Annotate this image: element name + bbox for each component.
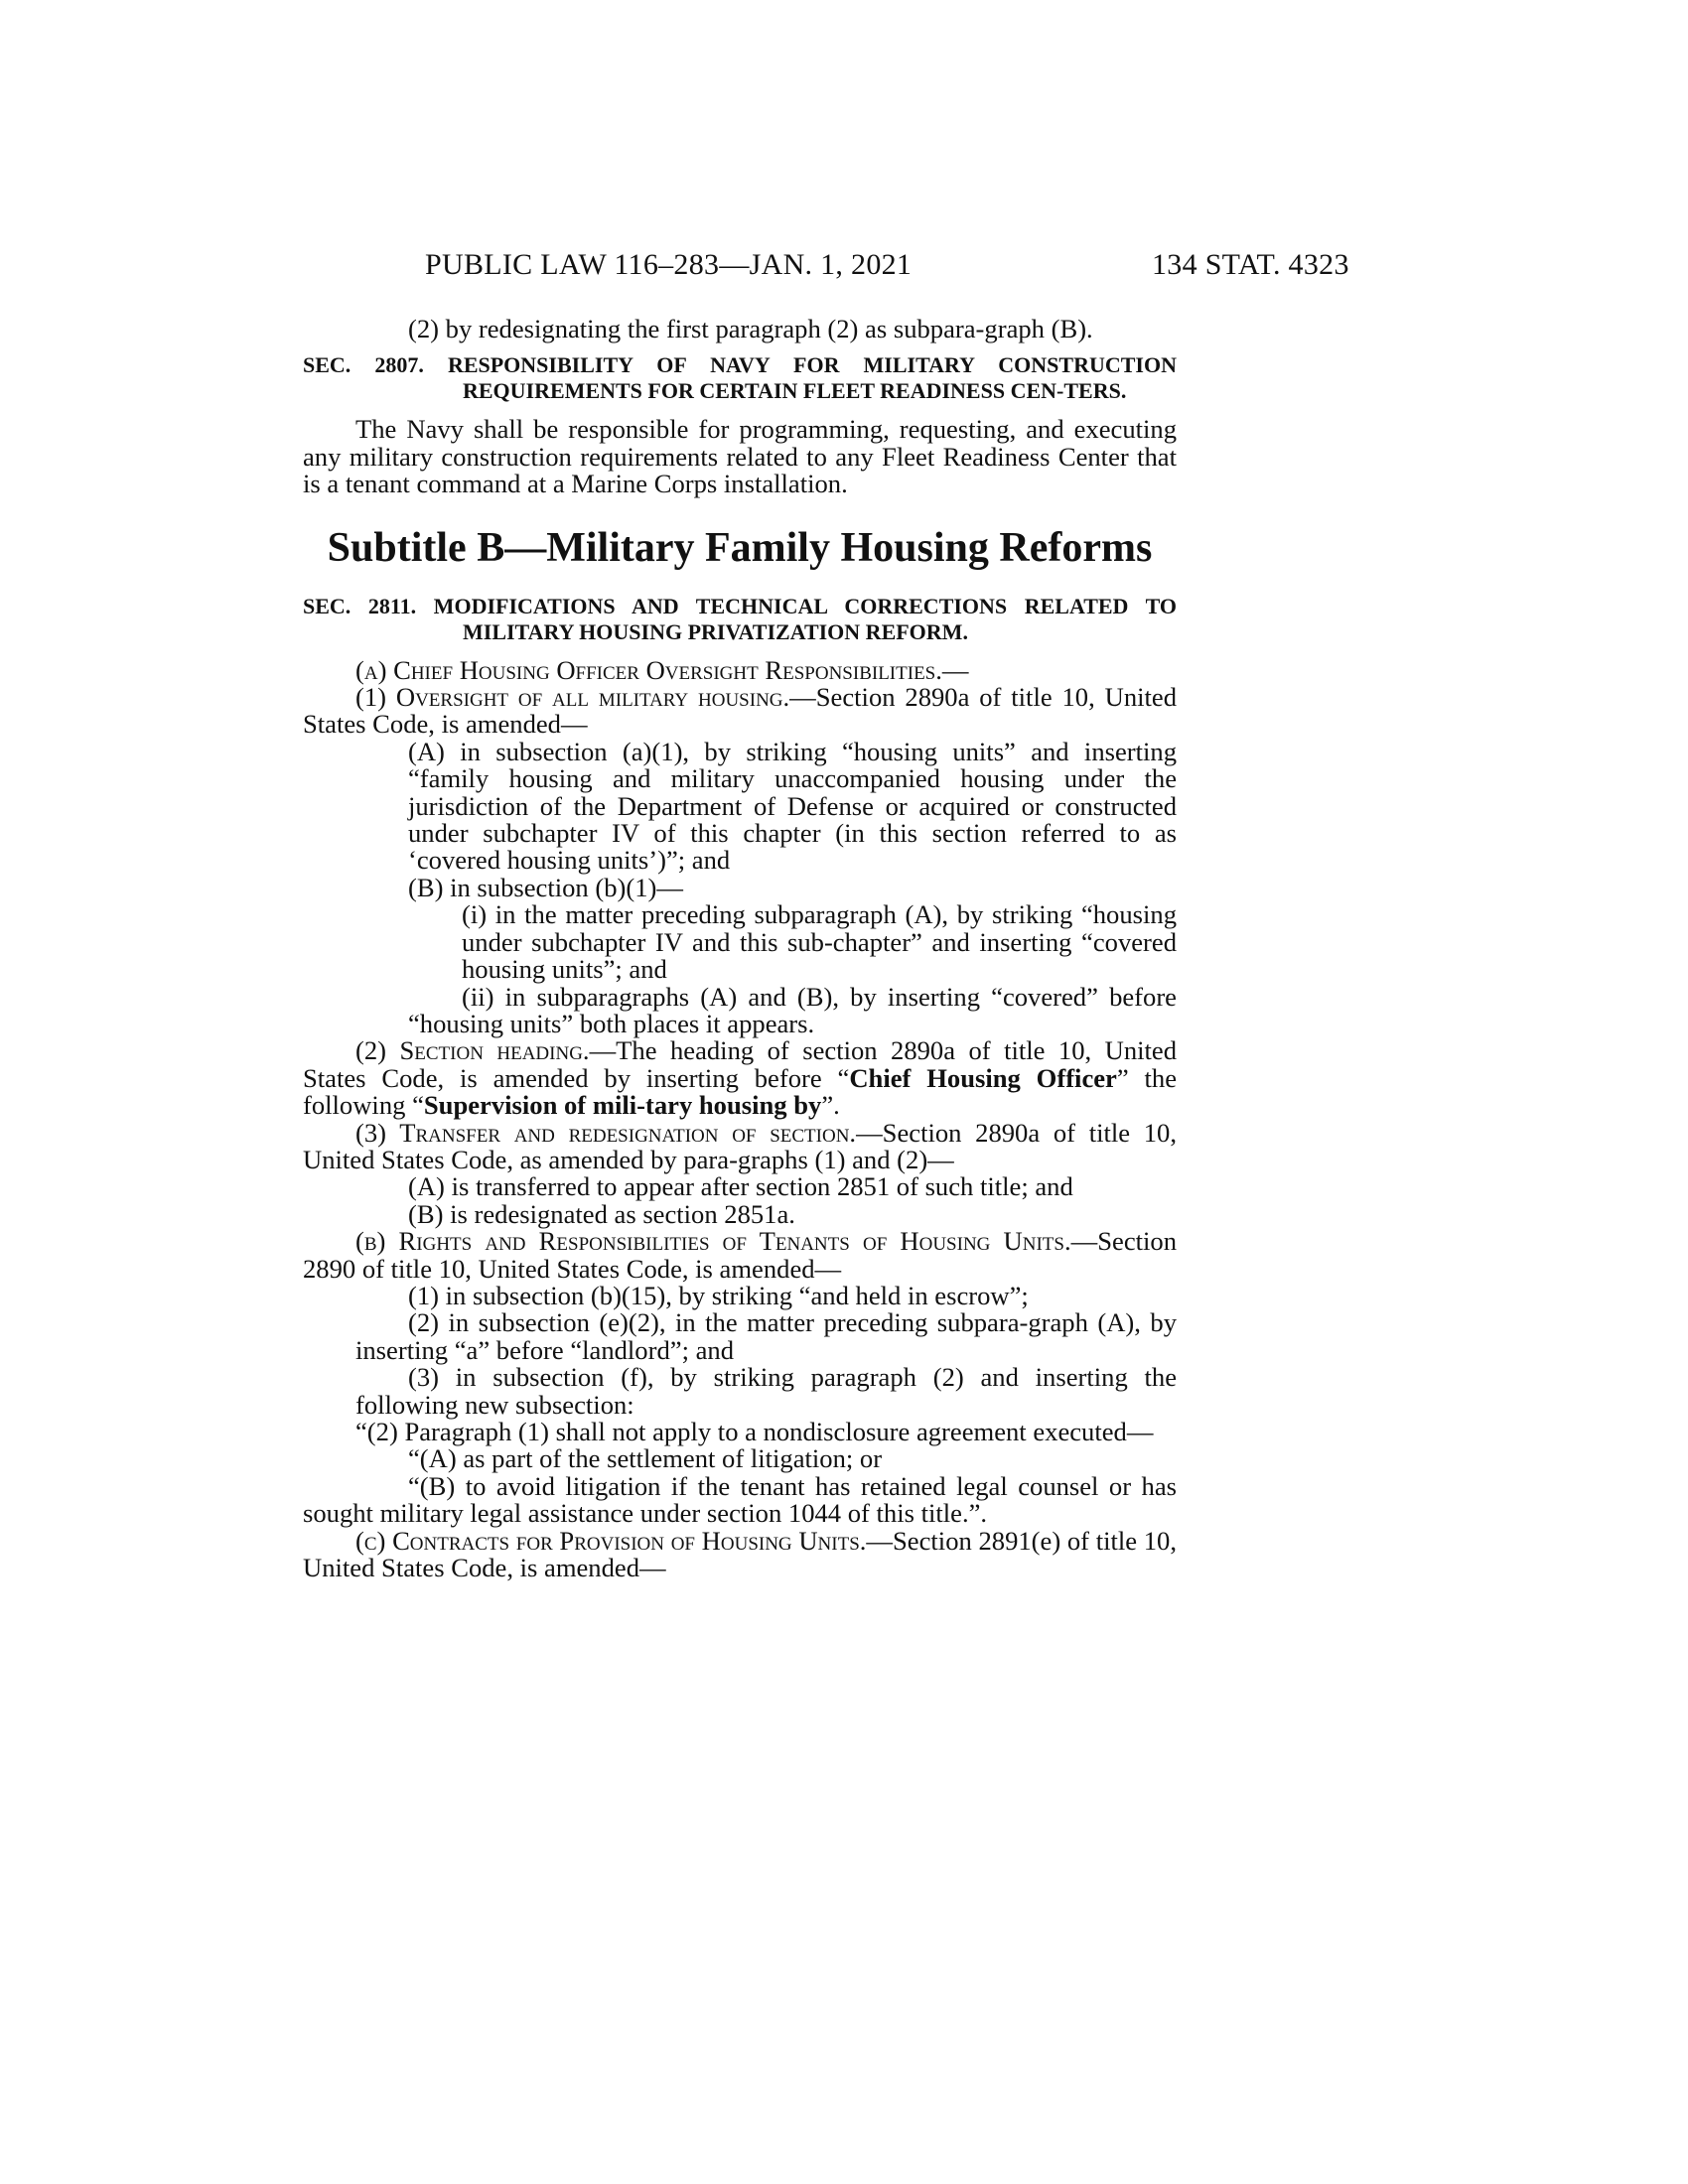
paragraph-text: —Section 2890 of title 10, United States Code, is amended— bbox=[303, 1226, 1177, 1284]
paragraph-text: ” the following “ bbox=[303, 1062, 1177, 1121]
paragraph-text: ”. bbox=[821, 1090, 840, 1121]
bold-text: Supervision of mili-tary housing by bbox=[423, 1090, 822, 1121]
bold-text: Chief Housing Officer bbox=[849, 1062, 1117, 1093]
paragraph: (2) in subsection (e)(2), in the matter preceding subpara-graph (A), by inserting “a” before “landlord”; and bbox=[355, 1307, 1177, 1365]
paragraph: (1) in subsection (b)(15), by striking “and held in escrow”; bbox=[408, 1280, 1029, 1310]
paragraph: (ii) in subparagraphs (A) and (B), by inserting “covered” before “housing units” both places it appears. bbox=[408, 981, 1177, 1038]
paragraph bbox=[303, 1117, 1177, 1174]
paragraph-lead: (c) Contracts for Provision of Housing Units. bbox=[355, 1525, 867, 1556]
paragraph-text: —Section 2891(e) of title 10, United States Code, is amended— bbox=[303, 1525, 1177, 1583]
paragraph bbox=[303, 1525, 1177, 1583]
paragraph bbox=[303, 1228, 1177, 1283]
paragraph-lead: (b) Rights and Responsibilities of Tenants of Housing Units. bbox=[355, 1226, 1071, 1257]
paragraph: (i) in the matter preceding subparagraph (A), by striking “housing under subchapter IV and this sub-chapter” and inserting “covered housing units”; and bbox=[462, 899, 1177, 985]
paragraph-lead: (2) Section heading. bbox=[355, 1035, 590, 1066]
paragraph-text: —The heading of section 2890a of title 10, United States Code, is amended by inserting before “ bbox=[303, 1035, 1177, 1093]
paragraph: (A) in subsection (a)(1), by striking “housing units” and inserting “family housing and military unaccompanied housing under the jurisdiction of the Department of Defense or acquired or constructed under subchapter IV of this chapter (in this section referred to as ‘covered housing units’)”; and bbox=[408, 736, 1177, 876]
paragraph: The Navy shall be responsible for programming, requesting, and executing any military construction requirements related to any Fleet Readiness Center that is a tenant command at a Marine Corps installation. bbox=[303, 414, 1177, 499]
paragraph: (3) in subsection (f), by striking paragraph (2) and inserting the following new subsection: bbox=[355, 1362, 1177, 1420]
paragraph: (B) is redesignated as section 2851a. bbox=[408, 1198, 795, 1229]
paragraph-text: —Section 2890a of title 10, United States Code, as amended by para-graphs (1) and (2)— bbox=[303, 1117, 1177, 1174]
paragraph: “(2) Paragraph (1) shall not apply to a nondisclosure agreement executed— bbox=[355, 1417, 1154, 1446]
paragraph-text: —Section 2890a of title 10, United States Code, is amended— bbox=[303, 682, 1177, 740]
paragraph bbox=[303, 684, 1177, 739]
subtitle-heading: Subtitle B—Military Family Housing Reforms bbox=[327, 524, 1153, 571]
paragraph: (2) by redesignating the first paragraph (2) as subpara-graph (B). bbox=[408, 314, 1093, 343]
subsection-heading: (a) Chief Housing Officer Oversight Responsibilities.— bbox=[355, 654, 969, 685]
paragraph-lead: (3) Transfer and redesignation of section. bbox=[355, 1117, 857, 1148]
paragraph: “(A) as part of the settlement of litigation; or bbox=[408, 1443, 883, 1474]
section-heading-2807: SEC. 2807. RESPONSIBILITY OF NAVY FOR MILITARY CONSTRUCTION REQUIREMENTS FOR CERTAIN FLEET READINESS CEN-TERS. bbox=[303, 352, 1177, 404]
paragraph bbox=[303, 1037, 1177, 1119]
paragraph: “(B) to avoid litigation if the tenant has retained legal counsel or has sought military legal assistance under section 1044 of this title.”. bbox=[303, 1470, 1177, 1529]
paragraph: (B) in subsection (b)(1)— bbox=[408, 872, 683, 902]
document-body bbox=[303, 316, 1177, 1581]
paragraph-lead: (1) Oversight of all military housing. bbox=[355, 682, 790, 713]
paragraph: (A) is transferred to appear after section 2851 of such title; and bbox=[408, 1171, 1073, 1202]
page-number: 134 STAT. 4323 bbox=[1152, 248, 1349, 281]
section-heading-2811: SEC. 2811. MODIFICATIONS AND TECHNICAL CORRECTIONS RELATED TO MILITARY HOUSING PRIVATIZATION REFORM. bbox=[303, 593, 1177, 644]
running-header: PUBLIC LAW 116–283—JAN. 1, 2021 bbox=[425, 248, 913, 281]
